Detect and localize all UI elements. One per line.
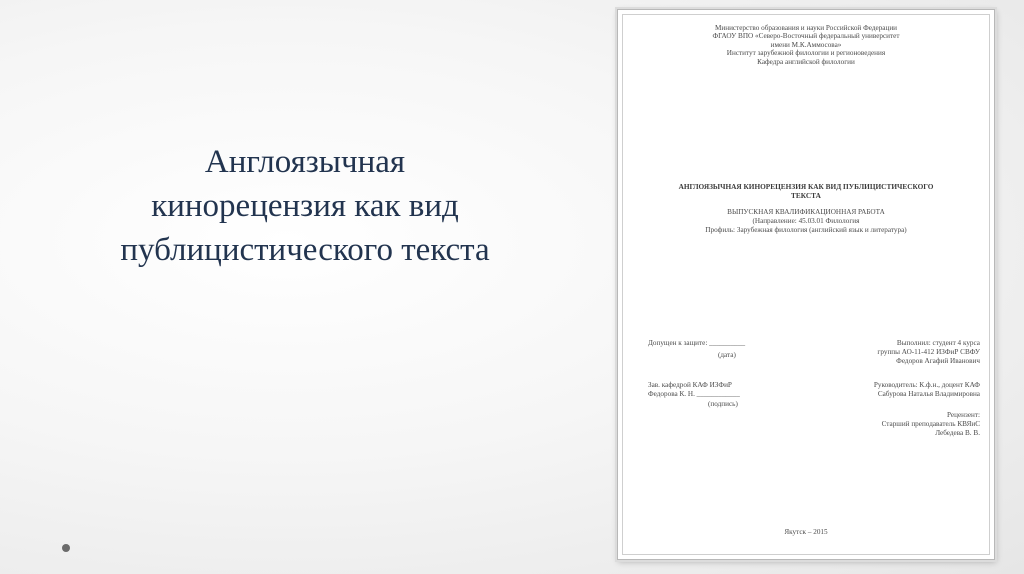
admitted-label: Допущен к защите:: [648, 339, 708, 347]
header-ministry: Министерство образования и науки Российской Федерации: [714, 24, 898, 32]
supervisor-line-1: Руководитель: К.ф.н., доцент КАФ: [873, 381, 980, 389]
admitted-blank: __________: [709, 339, 746, 347]
signature-caption: (подпись): [708, 400, 738, 408]
reviewer-name: Лебедева В. В.: [935, 429, 980, 437]
reviewer-line-1: Старший преподаватель КВЯиС: [881, 420, 980, 428]
admitted-line: [648, 339, 745, 348]
slide-title: [70, 140, 540, 272]
reviewer-label: Рецензент:: [947, 411, 980, 419]
header-university-name: имени М.К.Аммосова»: [770, 40, 842, 49]
document-inner-frame: [622, 14, 990, 555]
slide-title-line-3: публицистического текста: [120, 232, 490, 268]
performer-block: [877, 339, 980, 366]
head-of-department-line-1: Зав. кафедрой КАФ ИЗФиР: [648, 381, 732, 389]
work-info: [618, 208, 994, 235]
slide-bullet-dot: [62, 544, 70, 552]
head-of-department-block: [648, 381, 740, 399]
date-caption: (дата): [718, 351, 736, 359]
head-of-department-blank: ____________: [696, 390, 740, 398]
reviewer-block: [882, 411, 980, 438]
title-page-document: [617, 9, 995, 560]
thesis-title: [646, 183, 966, 200]
supervisor-line-2: Сабурова Наталья Владимировна: [877, 390, 980, 398]
head-of-department-name: Федорова К. Н.: [648, 390, 695, 398]
work-type: ВЫПУСКНАЯ КВАЛИФИКАЦИОННАЯ РАБОТА: [727, 208, 885, 216]
city-year: Якутск – 2015: [784, 528, 828, 536]
slide-title-line-2: кинорецензия как вид: [151, 188, 459, 224]
performer-line-2: группы АО-11-412 ИЗФиР СВФУ: [877, 348, 980, 356]
work-direction: (Направление: 45.03.01 Филология: [752, 217, 860, 225]
head-of-department-line-2: [648, 390, 740, 399]
work-profile: Профиль: Зарубежная филология (английский язык и литература): [705, 226, 907, 234]
document-header: [618, 24, 994, 66]
performer-name: Федоров Агафий Иванович: [896, 357, 980, 365]
thesis-title-line-1: АНГЛОЯЗЫЧНАЯ КИНОРЕЦЕНЗИЯ КАК ВИД ПУБЛИЦИСТИЧЕСКОГО: [678, 182, 934, 191]
header-department: Кафедра английской филологии: [757, 57, 855, 66]
slide-title-line-1: Англоязычная: [204, 144, 406, 180]
thesis-title-line-2: ТЕКСТА: [791, 190, 821, 200]
supervisor-block: [874, 381, 980, 399]
performer-line-1: Выполнил: студент 4 курса: [896, 339, 980, 347]
header-university: ФГАОУ ВПО «Северо-Восточный федеральный университет: [712, 32, 900, 41]
header-institute: Институт зарубежной филологии и регионоведения: [726, 49, 886, 58]
